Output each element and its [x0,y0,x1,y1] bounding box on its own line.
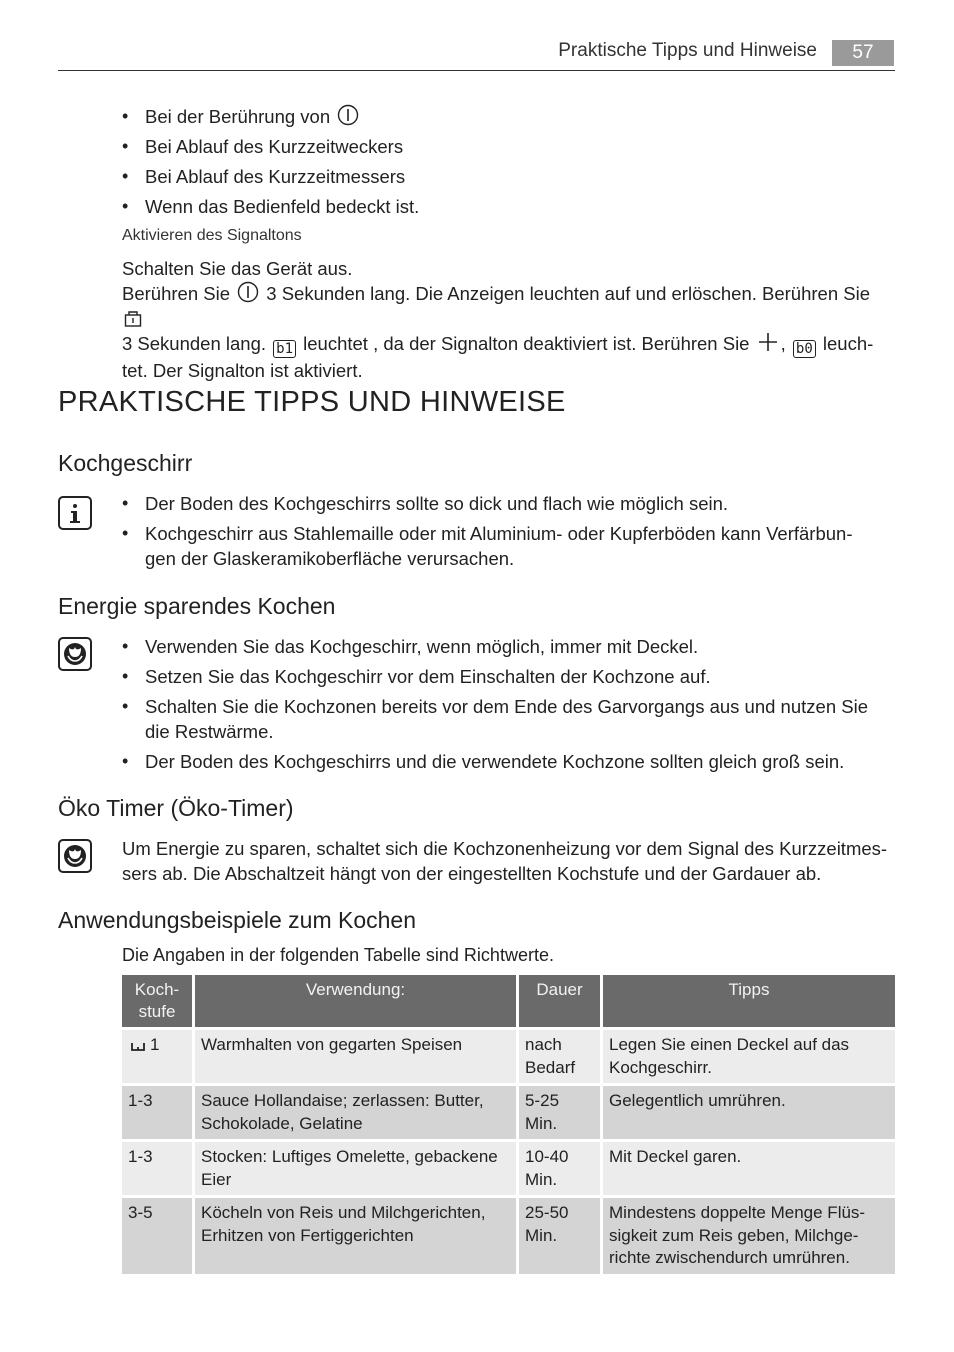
column-header-verwendung [195,975,519,1030]
cell-line: Min. [525,1113,558,1133]
eco-leaf-icon [58,637,92,671]
section-heading-anwendung: Anwendungsbeispiele zum Kochen [58,907,417,933]
page-title: PRAKTISCHE TIPPS UND HINWEISE [58,386,566,418]
header-line: stufe [138,1002,176,1021]
energie-list [122,634,892,774]
list-item [122,491,892,516]
cell-line: Min. [525,1169,558,1189]
cooking-table [122,975,895,1277]
cell-kochstufe: 3-5 [122,1198,195,1277]
cell-line: Mit Deckel garen. [609,1147,742,1166]
column-header-kochstufe [122,975,195,1030]
display-code-off: b1 [273,340,296,358]
list-item [122,521,892,571]
cell-line: Mindestens doppelte Menge Flüs- [609,1203,866,1222]
cell-tipps [603,1086,895,1142]
activate-signal-label: Aktivieren des Signaltons [122,227,302,244]
cell-line: Stocken: Luftiges Omelette, gebackene [201,1147,498,1166]
table-row [122,1198,895,1277]
activate-line-3 [122,331,892,358]
cell-tipps [603,1030,895,1086]
paragraph-line: Um Energie zu sparen, schaltet sich die Kochzonenheizung vor dem Signal des Kurzzeitmes- [122,838,888,859]
cell-line: 25-50 [525,1203,569,1222]
activate-line-4: tet. Der Signalton ist aktiviert. [122,360,363,381]
list-item-line: gen der Glaskeramikoberfläche verursachen. [145,548,515,569]
list-item-text: Bei der Berührung von [145,106,331,127]
cell-line: Warmhalten von gegarten Speisen [201,1035,463,1054]
text-fragment: leuch- [822,333,874,354]
power-icon [337,104,359,126]
text-fragment: leuchtet , da der Signalton deaktiviert ist. Berühren Sie [303,333,750,354]
header-rule [58,70,895,71]
cell-kochstufe: 1-3 [122,1142,195,1198]
plus-icon [757,331,779,353]
text-fragment: 3 Sekunden lang. Die Anzeigen leuchten auf und erlöschen. Berühren Sie [266,283,870,304]
table-row [122,1086,895,1142]
eco-leaf-icon [58,839,92,873]
signal-bullet-list [122,104,882,219]
cell-line: Köcheln von Reis und Milchgerichten, [201,1203,486,1222]
table-intro: Die Angaben in der folgenden Tabelle sind Richtwerte. [122,945,554,965]
list-item [122,664,892,689]
activate-paragraph [122,256,892,383]
activate-line-2 [122,281,892,331]
list-item-line: • Verwenden Sie das Kochgeschirr, wenn möglich, immer mit Deckel. [145,636,699,657]
text-fragment: Berühren Sie [122,283,230,304]
list-item [122,694,892,744]
list-item-line: • Der Boden des Kochgeschirrs sollte so dick und flach wie möglich sein. [145,493,729,514]
list-item [122,634,892,659]
list-item [122,749,892,774]
activate-line-1: Schalten Sie das Gerät aus. [122,258,353,279]
list-item: • Bei Ablauf des Kurzzeitmessers [122,164,882,189]
table-row [122,1030,895,1086]
cell-tipps [603,1198,895,1277]
oeko-paragraph [122,836,894,886]
cell-line: Min. [525,1225,558,1245]
info-icon [58,496,92,530]
cell-line: nach [525,1035,562,1054]
cell-line: Erhitzen von Fertiggerichten [201,1225,414,1245]
lock-key-icon [124,308,142,328]
column-header-dauer [519,975,603,1030]
list-item-line: die Restwärme. [145,721,274,742]
cell-dauer [519,1030,603,1086]
cell-line: richte zwischendurch umrühren. [609,1248,850,1267]
cell-line: sigkeit zum Reis geben, Milchge- [609,1225,859,1245]
section-heading-energie: Energie sparendes Kochen [58,593,336,619]
keep-warm-icon [130,1039,146,1053]
running-header-title: Praktische Tipps und Hinweise [558,40,817,61]
header-line: Koch- [134,980,180,999]
cell-line: 5-25 [525,1091,560,1110]
cell-line: Kochgeschirr. [609,1057,712,1077]
cell-dauer [519,1086,603,1142]
list-item-line: • Der Boden des Kochgeschirrs und die verwendete Kochzone sollten gleich groß sein. [145,751,845,772]
cell-dauer [519,1142,603,1198]
cell-verwendung [195,1030,519,1086]
cell-dauer [519,1198,603,1277]
header-line: Verwendung: [305,980,406,999]
text-fragment: , [780,333,786,354]
cell-line: Gelegentlich umrühren. [609,1091,786,1110]
paragraph-line: sers ab. Die Abschaltzeit hängt von der eingestellten Kochstufe und der Gardauer ab. [122,863,822,884]
cell-verwendung [195,1198,519,1277]
cell-line: Schokolade, Gelatine [201,1113,363,1133]
header-line: Dauer [536,980,583,999]
cell-text: 1 [150,1035,160,1054]
cell-line: Legen Sie einen Deckel auf das [609,1035,850,1054]
power-icon [237,281,259,303]
list-item-line: • Setzen Sie das Kochgeschirr vor dem Einschalten der Kochzone auf. [145,666,711,687]
cell-line: 10-40 [525,1147,569,1166]
section-heading-kochgeschirr: Kochgeschirr [58,450,193,476]
list-item-line: • Kochgeschirr aus Stahlemaille oder mit Aluminium- oder Kupferböden kann Verfärbun- [145,523,853,544]
list-item: • Bei Ablauf des Kurzzeitweckers [122,134,882,159]
cell-kochstufe [122,1030,195,1086]
cell-line: Bedarf [525,1057,576,1077]
text-fragment: 3 Sekunden lang. [122,333,267,354]
cell-line: Sauce Hollandaise; zerlassen: Butter, [201,1091,484,1110]
cell-kochstufe: 1-3 [122,1086,195,1142]
list-item: • Wenn das Bedienfeld bedeckt ist. [122,194,882,219]
kochgeschirr-list [122,491,892,571]
list-item-line: • Schalten Sie die Kochzonen bereits vor dem Ende des Garvorgangs aus und nutzen Sie [145,696,868,717]
section-heading-oeko-timer: Öko Timer (Öko-Timer) [58,795,294,821]
list-item [122,104,882,129]
cell-line: Eier [201,1169,232,1189]
table-header-row [122,975,895,1030]
cell-tipps [603,1142,895,1198]
table-row [122,1142,895,1198]
display-code-on: b0 [793,340,816,358]
cell-verwendung [195,1086,519,1142]
column-header-tipps [603,975,895,1030]
cell-verwendung [195,1142,519,1198]
page-number: 57 [832,40,894,66]
header-line: Tipps [728,980,770,999]
